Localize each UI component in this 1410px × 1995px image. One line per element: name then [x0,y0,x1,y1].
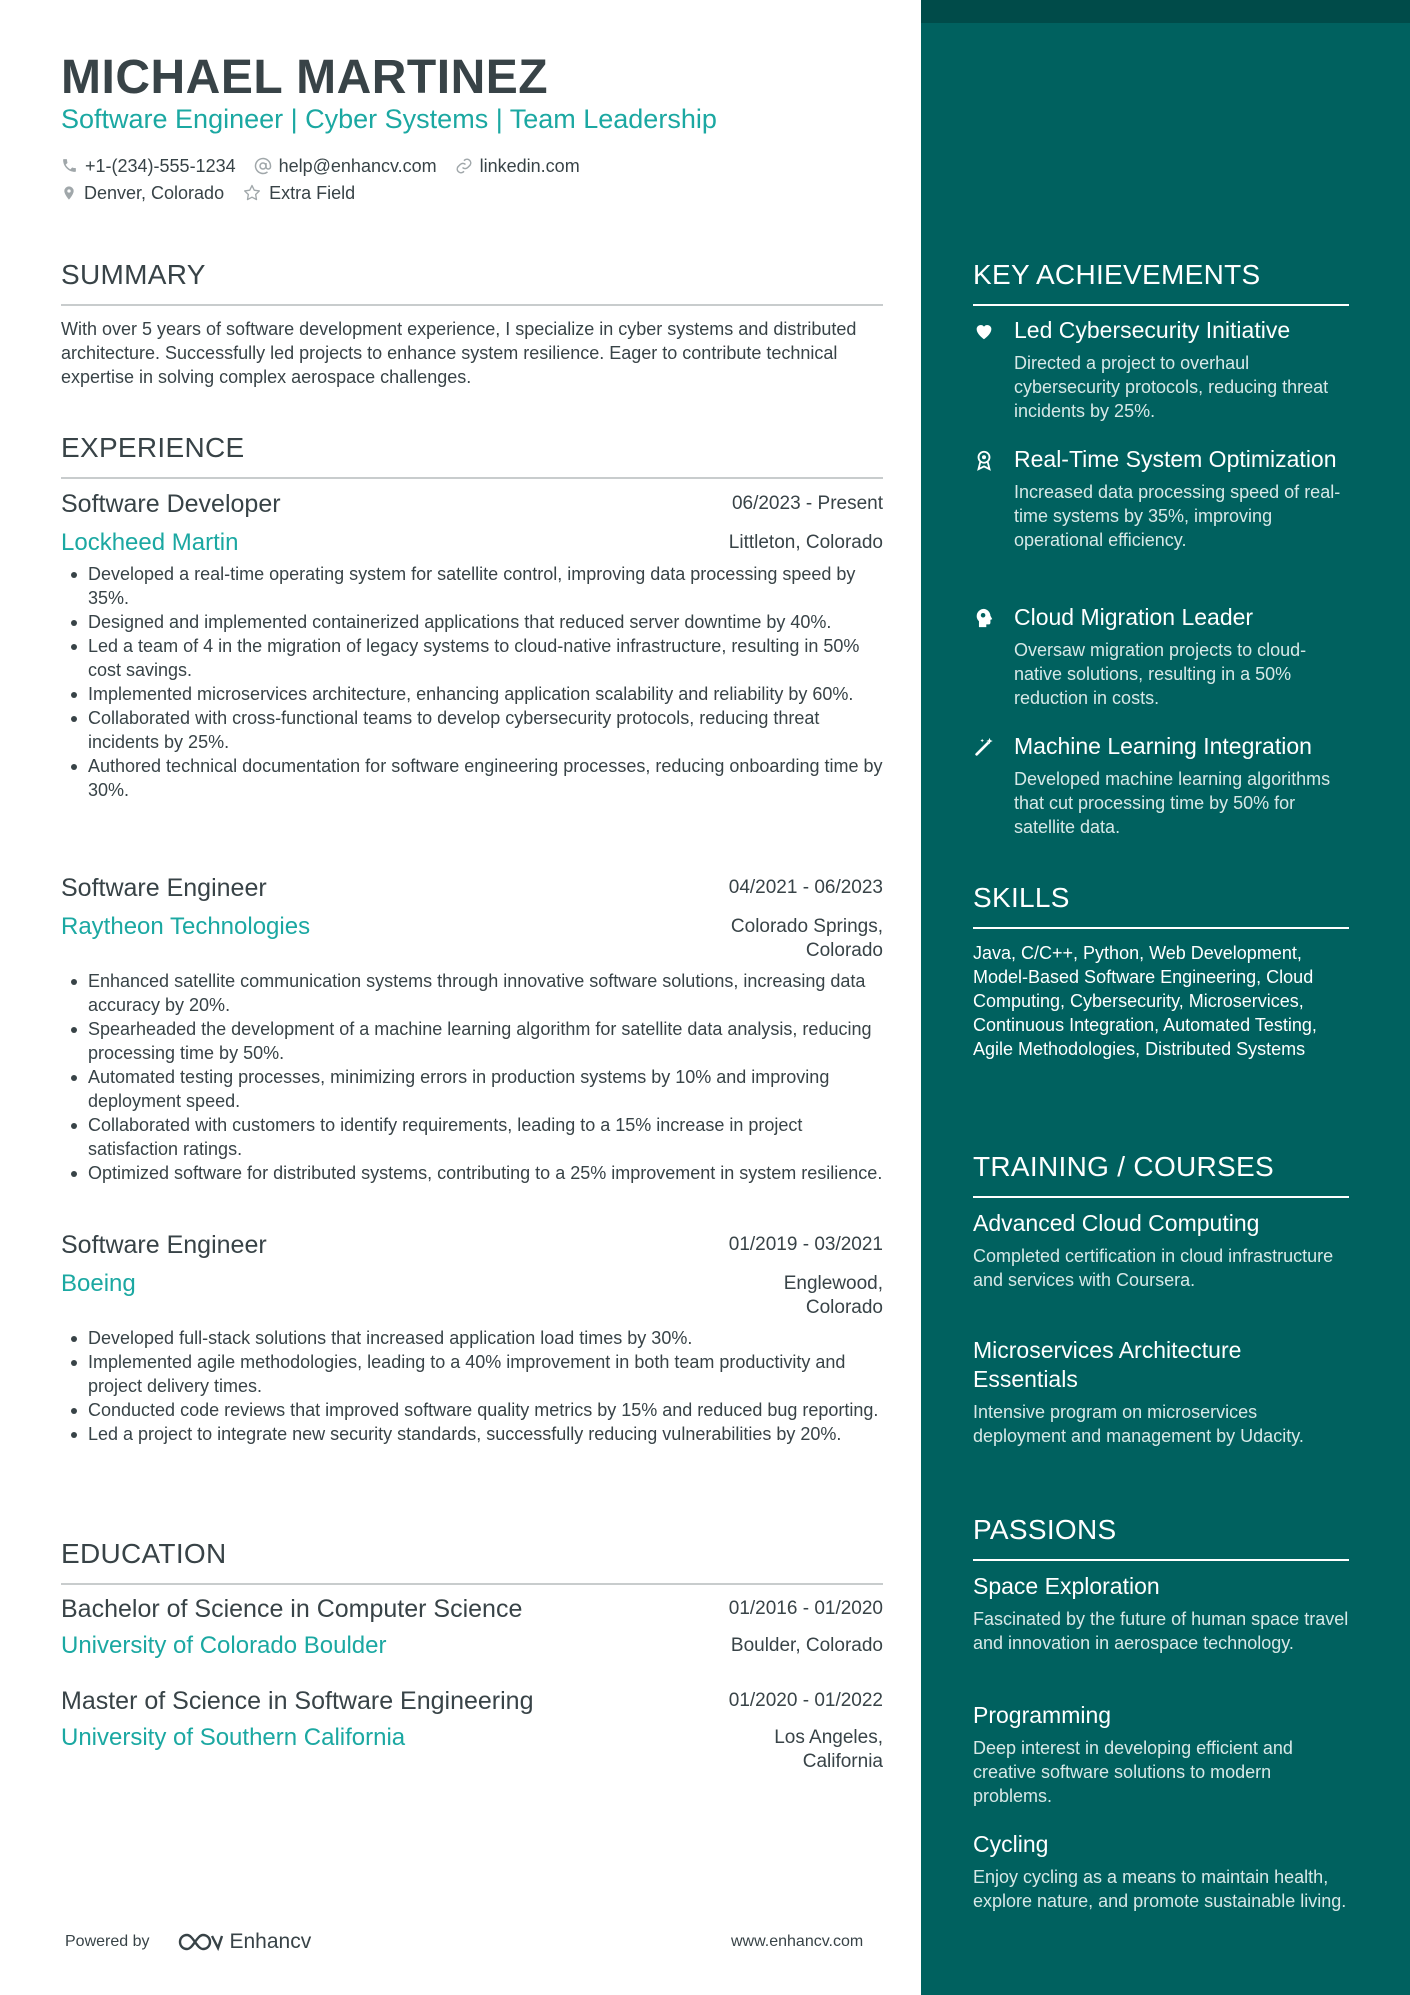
job-bullet: Designed and implemented containerized applications that reduced server downtime by 40%. [61,610,883,634]
school-location-line: Los Angeles, [774,1727,883,1748]
star-icon [242,183,262,203]
experience-item [61,488,883,802]
job-dates: 01/2019 - 03/2021 [728,1234,883,1255]
extra-text: Extra Field [269,182,356,203]
phone-icon [61,157,78,174]
experience-item [61,1229,883,1446]
school-name: University of Southern California [61,1724,406,1751]
achievements-divider [973,304,1349,306]
head-icon [973,607,995,629]
job-location-line: Colorado [805,940,883,961]
job-bullets [61,1326,883,1446]
training-title: Advanced Cloud Computing [973,1210,1260,1236]
job-company: Lockheed Martin [61,529,239,556]
job-bullet: Developed a real-time operating system for satellite control, improving data processing speed by 35%. [61,562,883,610]
passion-desc: Deep interest in developing efficient and creative software solutions to modern problems. [973,1738,1293,1806]
skills-text: Java, C/C++, Python, Web Development, Model-Based Software Engineering, Cloud Computing, Cybersecurity, Microservices, Continuous Integration, Automated Testing, Agile Methodologies, Distributed Systems [973,943,1317,1059]
job-dates: 04/2021 - 06/2023 [728,877,883,898]
experience-item [61,872,883,1185]
candidate-title: Software Engineer | Cyber Systems | Team Leadership [61,104,717,134]
contact-location [61,182,224,204]
job-location [784,1272,883,1320]
job-bullets [61,969,883,1185]
job-bullet: Enhanced satellite communication systems through innovative software solutions, increasing data accuracy by 20%. [61,969,883,1017]
job-bullet: Collaborated with customers to identify requirements, leading to a 15% increase in project satisfaction ratings. [61,1113,883,1161]
job-bullet: Spearheaded the development of a machine learning algorithm for satellite data analysis, reducing processing time by 50%. [61,1017,883,1065]
award-icon [973,449,995,471]
achievements-heading: KEY ACHIEVEMENTS [973,259,1261,290]
job-location-line: Colorado Springs, [730,916,883,937]
passion-title: Space Exploration [973,1573,1160,1599]
contact-phone[interactable] [61,155,236,177]
enhancv-logo-icon [176,1930,224,1954]
school-location-line: California [802,1751,883,1772]
footer-website[interactable]: www.enhancv.com [731,1933,864,1950]
degree-title: Master of Science in Software Engineering [61,1687,534,1715]
training-heading: TRAINING / COURSES [973,1151,1274,1182]
achievement-desc: Increased data processing speed of real-time systems by 35%, improving operational efficiency. [1014,482,1341,550]
achievement-item [973,603,1349,710]
education-item [61,1685,883,1774]
achievement-item [973,445,1349,552]
education-item [61,1593,883,1661]
education-dates: 01/2016 - 01/2020 [728,1598,883,1619]
passion-title: Programming [973,1702,1112,1728]
job-company: Boeing [61,1270,136,1297]
job-title: Software Engineer [61,1231,267,1259]
job-bullets [61,562,883,802]
achievement-item [973,316,1349,423]
job-bullet: Optimized software for distributed systems, contributing to a 25% improvement in system resilience. [61,1161,883,1185]
summary-text: With over 5 years of software development experience, I specialize in cyber systems and distributed architecture. Successfully led projects to enhance system resilience. Eager to contribute technical expertise in solving complex aerospace challenges. [61,319,857,387]
contact-extra [242,182,355,204]
job-title: Software Engineer [61,874,267,902]
footer-branding [65,1930,311,1954]
education-divider [61,1583,883,1585]
location-pin-icon [61,184,77,202]
training-item [973,1209,1349,1292]
passion-title: Cycling [973,1831,1049,1857]
achievement-title: Led Cybersecurity Initiative [1014,317,1291,343]
at-icon [254,157,272,175]
location-text: Denver, Colorado [84,182,225,203]
passion-item [973,1572,1349,1655]
job-location-line: Colorado [805,1297,883,1318]
job-bullet: Developed full-stack solutions that increased application load times by 30%. [61,1326,883,1350]
achievement-item [973,732,1349,839]
linkedin-text: linkedin.com [479,155,580,176]
powered-by-label: Powered by [65,1933,150,1950]
job-title: Software Developer [61,490,281,518]
summary-heading: SUMMARY [61,259,206,290]
job-dates: 06/2023 - Present [731,493,883,514]
training-desc: Completed certification in cloud infrastructure and services with Coursera. [973,1246,1334,1290]
training-desc: Intensive program on microservices deployment and management by Udacity. [973,1402,1304,1446]
achievement-title: Cloud Migration Leader [1014,604,1254,630]
experience-divider [61,477,883,479]
contact-info [61,152,598,206]
passions-divider [973,1559,1349,1561]
passion-item [973,1701,1349,1808]
passion-desc: Fascinated by the future of human space travel and innovation in aerospace technology. [973,1609,1349,1653]
passions-heading: PASSIONS [973,1514,1117,1545]
job-company: Raytheon Technologies [61,913,311,940]
passion-item [973,1830,1349,1913]
education-heading: EDUCATION [61,1538,227,1569]
job-bullet: Led a team of 4 in the migration of legacy systems to cloud-native infrastructure, resulting in 50% cost savings. [61,634,883,682]
job-bullet: Automated testing processes, minimizing errors in production systems by 10% and improving deployment speed. [61,1065,883,1113]
passion-desc: Enjoy cycling as a means to maintain health, explore nature, and promote sustainable living. [973,1867,1347,1911]
contact-linkedin[interactable] [455,155,580,177]
brand-name: Enhancv [229,1930,312,1953]
email-text: help@enhancv.com [278,155,437,176]
achievement-title: Real-Time System Optimization [1014,446,1337,472]
summary-divider [61,304,883,306]
training-title: Microservices Architecture Essentials [973,1337,1242,1392]
contact-email[interactable] [254,155,437,177]
job-bullet: Collaborated with cross-functional teams to develop cybersecurity protocols, reducing threat incidents by 25%. [61,706,883,754]
sidebar-top-band [921,0,1410,23]
heart-icon [973,320,995,342]
training-divider [973,1196,1349,1198]
magic-wand-icon [973,736,995,758]
job-bullet: Conducted code reviews that improved software quality metrics by 15% and reduced bug reporting. [61,1398,883,1422]
degree-title: Bachelor of Science in Computer Science [61,1595,523,1623]
job-bullet: Led a project to integrate new security standards, successfully reducing vulnerabilities by 20%. [61,1422,883,1446]
school-location [774,1726,883,1774]
school-location: Boulder, Colorado [730,1635,883,1656]
training-item [973,1336,1349,1448]
job-location: Littleton, Colorado [728,532,883,553]
achievement-title: Machine Learning Integration [1014,733,1312,759]
candidate-name: MICHAEL MARTINEZ [61,51,549,104]
achievement-desc: Oversaw migration projects to cloud-native solutions, resulting in a 50% reduction in costs. [1014,640,1307,708]
achievement-desc: Developed machine learning algorithms that cut processing time by 50% for satellite data. [1014,769,1331,837]
job-bullet: Implemented microservices architecture, enhancing application scalability and reliability by 60%. [61,682,883,706]
education-dates: 01/2020 - 01/2022 [728,1690,883,1711]
phone-text: +1-(234)-555-1234 [85,155,236,176]
experience-heading: EXPERIENCE [61,432,245,463]
school-name: University of Colorado Boulder [61,1632,387,1659]
job-location [731,915,883,963]
job-bullet: Authored technical documentation for software engineering processes, reducing onboarding time by 30%. [61,754,883,802]
link-icon [455,157,473,175]
achievement-desc: Directed a project to overhaul cybersecurity protocols, reducing threat incidents by 25%. [1014,353,1329,421]
skills-heading: SKILLS [973,882,1070,913]
skills-divider [973,927,1349,929]
job-bullet: Implemented agile methodologies, leading to a 40% improvement in both team productivity and project delivery times. [61,1350,883,1398]
job-location-line: Englewood, [783,1273,883,1294]
